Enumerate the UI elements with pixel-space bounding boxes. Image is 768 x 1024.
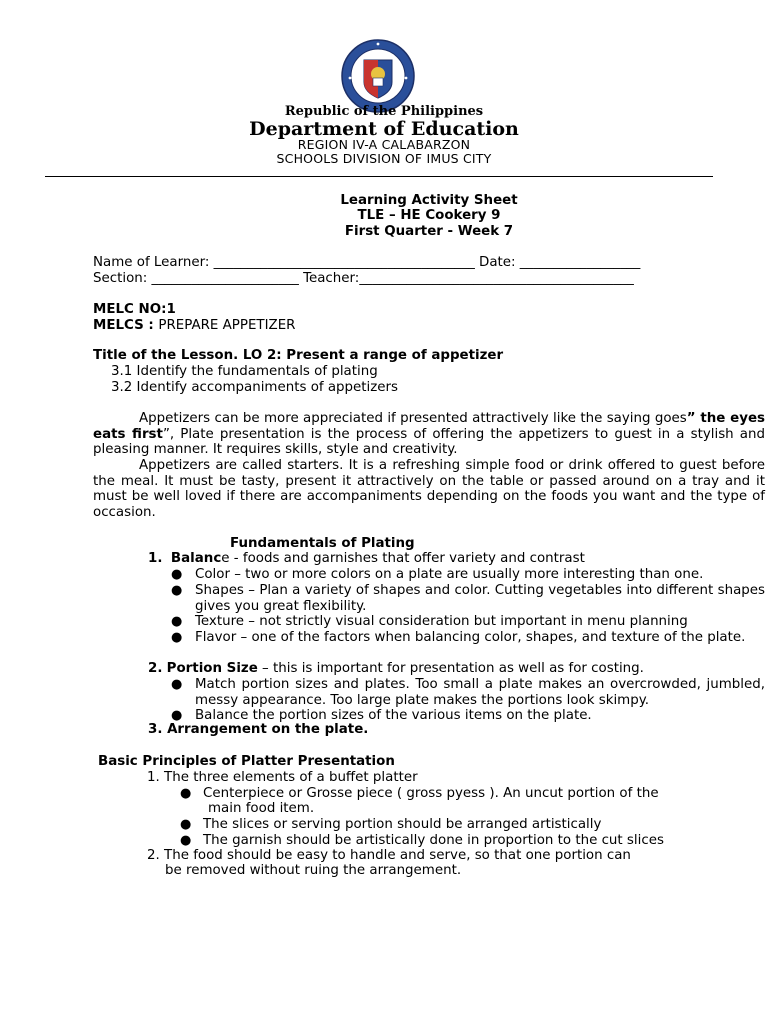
fundamental-item-arrangement: 3. Arrangement on the plate. bbox=[148, 722, 369, 737]
list-item: Texture – not strictly visual consideration but important in menu planning bbox=[195, 614, 688, 629]
deped-seal-logo bbox=[340, 38, 416, 114]
platter-heading: Basic Principles of Platter Presentation bbox=[98, 754, 395, 769]
name-label: Name of Learner: bbox=[93, 255, 214, 270]
header-divider bbox=[45, 176, 713, 177]
bullet-icon: ● bbox=[171, 708, 183, 723]
paragraph-presentation bbox=[93, 411, 765, 458]
date-field[interactable]: __________________ bbox=[519, 255, 641, 270]
teacher-field[interactable]: _________________________________________ bbox=[359, 271, 634, 286]
date-label: Date: bbox=[474, 255, 520, 270]
melcs-label: MELCS : bbox=[93, 318, 159, 333]
melcs-row bbox=[93, 318, 295, 334]
item-desc: – this is important for presentation as well as for costing. bbox=[257, 661, 644, 676]
sheet-subject: TLE – HE Cookery 9 bbox=[357, 208, 501, 223]
list-item: Flavor – one of the factors when balancing color, shapes, and texture of the plate. bbox=[195, 630, 746, 645]
bullet-icon: ● bbox=[180, 786, 192, 801]
section-row bbox=[93, 271, 634, 287]
name-field[interactable]: _______________________________________ bbox=[213, 255, 475, 270]
platter-item-2: 2. The food should be easy to handle and serve, so that one portion can bbox=[147, 848, 631, 863]
objective-2: 3.2 Identify accompaniments of appetizers bbox=[111, 380, 399, 395]
division-line: SCHOOLS DIVISION OF IMUS CITY bbox=[276, 151, 492, 166]
list-item: Centerpiece or Grosse piece ( gross pyess ). An uncut portion of the bbox=[203, 786, 659, 801]
sheet-title: Learning Activity Sheet bbox=[340, 193, 518, 208]
learner-name-row bbox=[93, 255, 640, 271]
fundamentals-heading: Fundamentals of Plating bbox=[230, 536, 415, 551]
para1-text-c: ”, Plate presentation is the process of offering the appetizers to guest in a stylish and pleasing manner. It requires skills, style and creativity. bbox=[93, 426, 765, 458]
bullet-icon: ● bbox=[171, 630, 183, 645]
department-line: Department of Education bbox=[249, 118, 519, 140]
region-line: REGION IV-A CALABARZON bbox=[297, 137, 471, 152]
bullet-icon: ● bbox=[171, 583, 183, 598]
list-item-continuation: main food item. bbox=[208, 801, 315, 816]
para1-text-a: Appetizers can be more appreciated if presented attractively like the saying goes bbox=[139, 411, 687, 426]
list-item: Match portion sizes and plates. Too small a plate makes an overcrowded, jumbled, messy appearance. Too large plate makes the portions look skimpy. bbox=[195, 677, 765, 708]
section-field[interactable]: ______________________ bbox=[151, 271, 299, 286]
melcs-value: PREPARE APPETIZER bbox=[158, 318, 296, 333]
bullet-icon: ● bbox=[171, 614, 183, 629]
bullet-icon: ● bbox=[171, 567, 183, 582]
platter-item-1: 1. The three elements of a buffet platter bbox=[147, 770, 418, 785]
lesson-title: Title of the Lesson. LO 2: Present a range of appetizer bbox=[93, 348, 504, 363]
fundamental-item-portion bbox=[148, 661, 644, 677]
item-term: Portion Size bbox=[166, 661, 258, 676]
bullet-icon: ● bbox=[180, 817, 192, 832]
paragraph-starters: Appetizers are called starters. It is a refreshing simple food or drink offered to guest before the meal. It must be tasty, present it attractively on the table or passed around on a tray and it must be well loved if there are accompaniments depending on the foods you want and the type of occasion. bbox=[93, 458, 765, 520]
item-desc: e - foods and garnishes that offer variety and contrast bbox=[221, 551, 585, 566]
melc-number: MELC NO:1 bbox=[93, 302, 176, 317]
list-item: Balance the portion sizes of the various items on the plate. bbox=[195, 708, 592, 723]
bullet-icon: ● bbox=[180, 833, 192, 848]
list-item: Shapes – Plan a variety of shapes and color. Cutting vegetables into different shapes gives you great flexibility. bbox=[195, 583, 765, 614]
item-term: Balanc bbox=[170, 551, 222, 566]
sheet-quarter: First Quarter - Week 7 bbox=[344, 224, 514, 239]
objective-1: 3.1 Identify the fundamentals of plating bbox=[111, 364, 378, 379]
list-item: The garnish should be artistically done in proportion to the cut slices bbox=[203, 833, 664, 848]
para1-saying: ” the eyes eats first bbox=[93, 411, 765, 442]
fundamental-item-balance bbox=[148, 551, 585, 567]
section-label: Section: bbox=[93, 271, 152, 286]
item-number: 2. bbox=[148, 661, 163, 676]
item-number: 1. bbox=[148, 551, 163, 566]
list-item: The slices or serving portion should be arranged artistically bbox=[203, 817, 602, 832]
teacher-label: Teacher: bbox=[298, 271, 360, 286]
platter-item-2-continuation: be removed without ruing the arrangement. bbox=[165, 863, 462, 878]
republic-line: Republic of the Philippines bbox=[284, 104, 484, 119]
bullet-icon: ● bbox=[171, 677, 183, 692]
list-item: Color – two or more colors on a plate are usually more interesting than one. bbox=[195, 567, 704, 582]
